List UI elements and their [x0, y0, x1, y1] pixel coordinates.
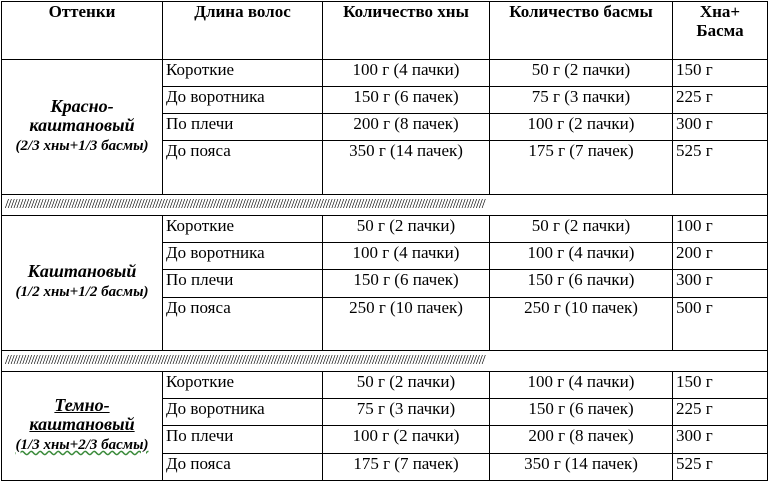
hair-length-cell: До пояса: [163, 141, 323, 194]
shade-name: Каштановый: [27, 261, 137, 282]
hair-length-cell: По плечи: [163, 426, 323, 453]
total-cell: 300 г: [673, 270, 768, 297]
henna-cell: 200 г (8 пачек): [323, 114, 490, 141]
henna-cell: 150 г (6 пачек): [323, 86, 490, 113]
basma-cell: 150 г (6 пачки): [490, 270, 673, 297]
separator-line: //////////////////////////////////////////////////////////////////////////////////////////////////////////////////////////////////////////////////////////////////////: [2, 194, 768, 215]
separator-row: [2, 351, 768, 372]
hair-length-cell: По плечи: [163, 114, 323, 141]
henna-cell: 150 г (6 пачек): [323, 270, 490, 297]
table-row: [2, 215, 768, 242]
basma-cell: 100 г (4 пачки): [490, 371, 673, 398]
henna-basma-table: [1, 1, 768, 481]
separator-row: [2, 194, 768, 215]
henna-cell: 100 г (2 пачки): [323, 426, 490, 453]
total-cell: 525 г: [673, 141, 768, 194]
total-cell: 225 г: [673, 86, 768, 113]
separator-line: //////////////////////////////////////////////////////////////////////////////////////////////////////////////////////////////////////////////////////////////////////: [2, 351, 768, 372]
hair-length-cell: До воротника: [163, 86, 323, 113]
henna-cell: 250 г (10 пачек): [323, 297, 490, 350]
total-cell: 300 г: [673, 426, 768, 453]
total-cell: 150 г: [673, 59, 768, 86]
total-cell: 150 г: [673, 371, 768, 398]
basma-cell: 350 г (14 пачек): [490, 453, 673, 480]
header-hair-length: Длина волос: [163, 2, 323, 60]
total-cell: 500 г: [673, 297, 768, 350]
hair-length-cell: До пояса: [163, 453, 323, 480]
basma-cell: 150 г (6 пачек): [490, 399, 673, 426]
henna-cell: 50 г (2 пачки): [323, 371, 490, 398]
header-shade: Оттенки: [2, 2, 163, 60]
basma-cell: 250 г (10 пачек): [490, 297, 673, 350]
henna-cell: 100 г (4 пачки): [323, 59, 490, 86]
henna-cell: 50 г (2 пачки): [323, 215, 490, 242]
hair-length-cell: До воротника: [163, 399, 323, 426]
shade-cell-dark-chestnut: [2, 371, 163, 480]
header-basma-amount: Количество басмы: [490, 2, 673, 60]
header-row: [2, 2, 768, 60]
table-row: [2, 371, 768, 398]
header-henna-amount: Количество хны: [323, 2, 490, 60]
henna-cell: 100 г (4 пачки): [323, 243, 490, 270]
shade-cell-red-chestnut: [2, 59, 163, 194]
hair-length-cell: По плечи: [163, 270, 323, 297]
table-row: [2, 59, 768, 86]
total-cell: 225 г: [673, 399, 768, 426]
total-cell: 525 г: [673, 453, 768, 480]
shade-cell-chestnut: [2, 215, 163, 350]
header-total: Хна+ Басма: [673, 2, 768, 60]
basma-cell: 50 г (2 пачки): [490, 59, 673, 86]
shade-ratio: (1/3 хны+2/3 басмы): [15, 436, 149, 453]
total-cell: 200 г: [673, 243, 768, 270]
henna-cell: 175 г (7 пачек): [323, 453, 490, 480]
hair-length-cell: Короткие: [163, 215, 323, 242]
hair-length-cell: До пояса: [163, 297, 323, 350]
hair-length-cell: Короткие: [163, 371, 323, 398]
shade-name: Темно-каштановый: [29, 394, 135, 434]
shade-name: Красно-каштановый: [29, 95, 135, 135]
total-cell: 100 г: [673, 215, 768, 242]
hair-length-cell: До воротника: [163, 243, 323, 270]
henna-cell: 75 г (3 пачки): [323, 399, 490, 426]
hair-length-cell: Короткие: [163, 59, 323, 86]
basma-cell: 100 г (4 пачки): [490, 243, 673, 270]
shade-ratio: (1/2 хны+1/2 басмы): [15, 284, 149, 301]
henna-cell: 350 г (14 пачек): [323, 141, 490, 194]
shade-ratio: (2/3 хны+1/3 басмы): [15, 137, 149, 154]
basma-cell: 75 г (3 пачки): [490, 86, 673, 113]
total-cell: 300 г: [673, 114, 768, 141]
basma-cell: 100 г (2 пачки): [490, 114, 673, 141]
basma-cell: 50 г (2 пачки): [490, 215, 673, 242]
basma-cell: 175 г (7 пачек): [490, 141, 673, 194]
basma-cell: 200 г (8 пачек): [490, 426, 673, 453]
